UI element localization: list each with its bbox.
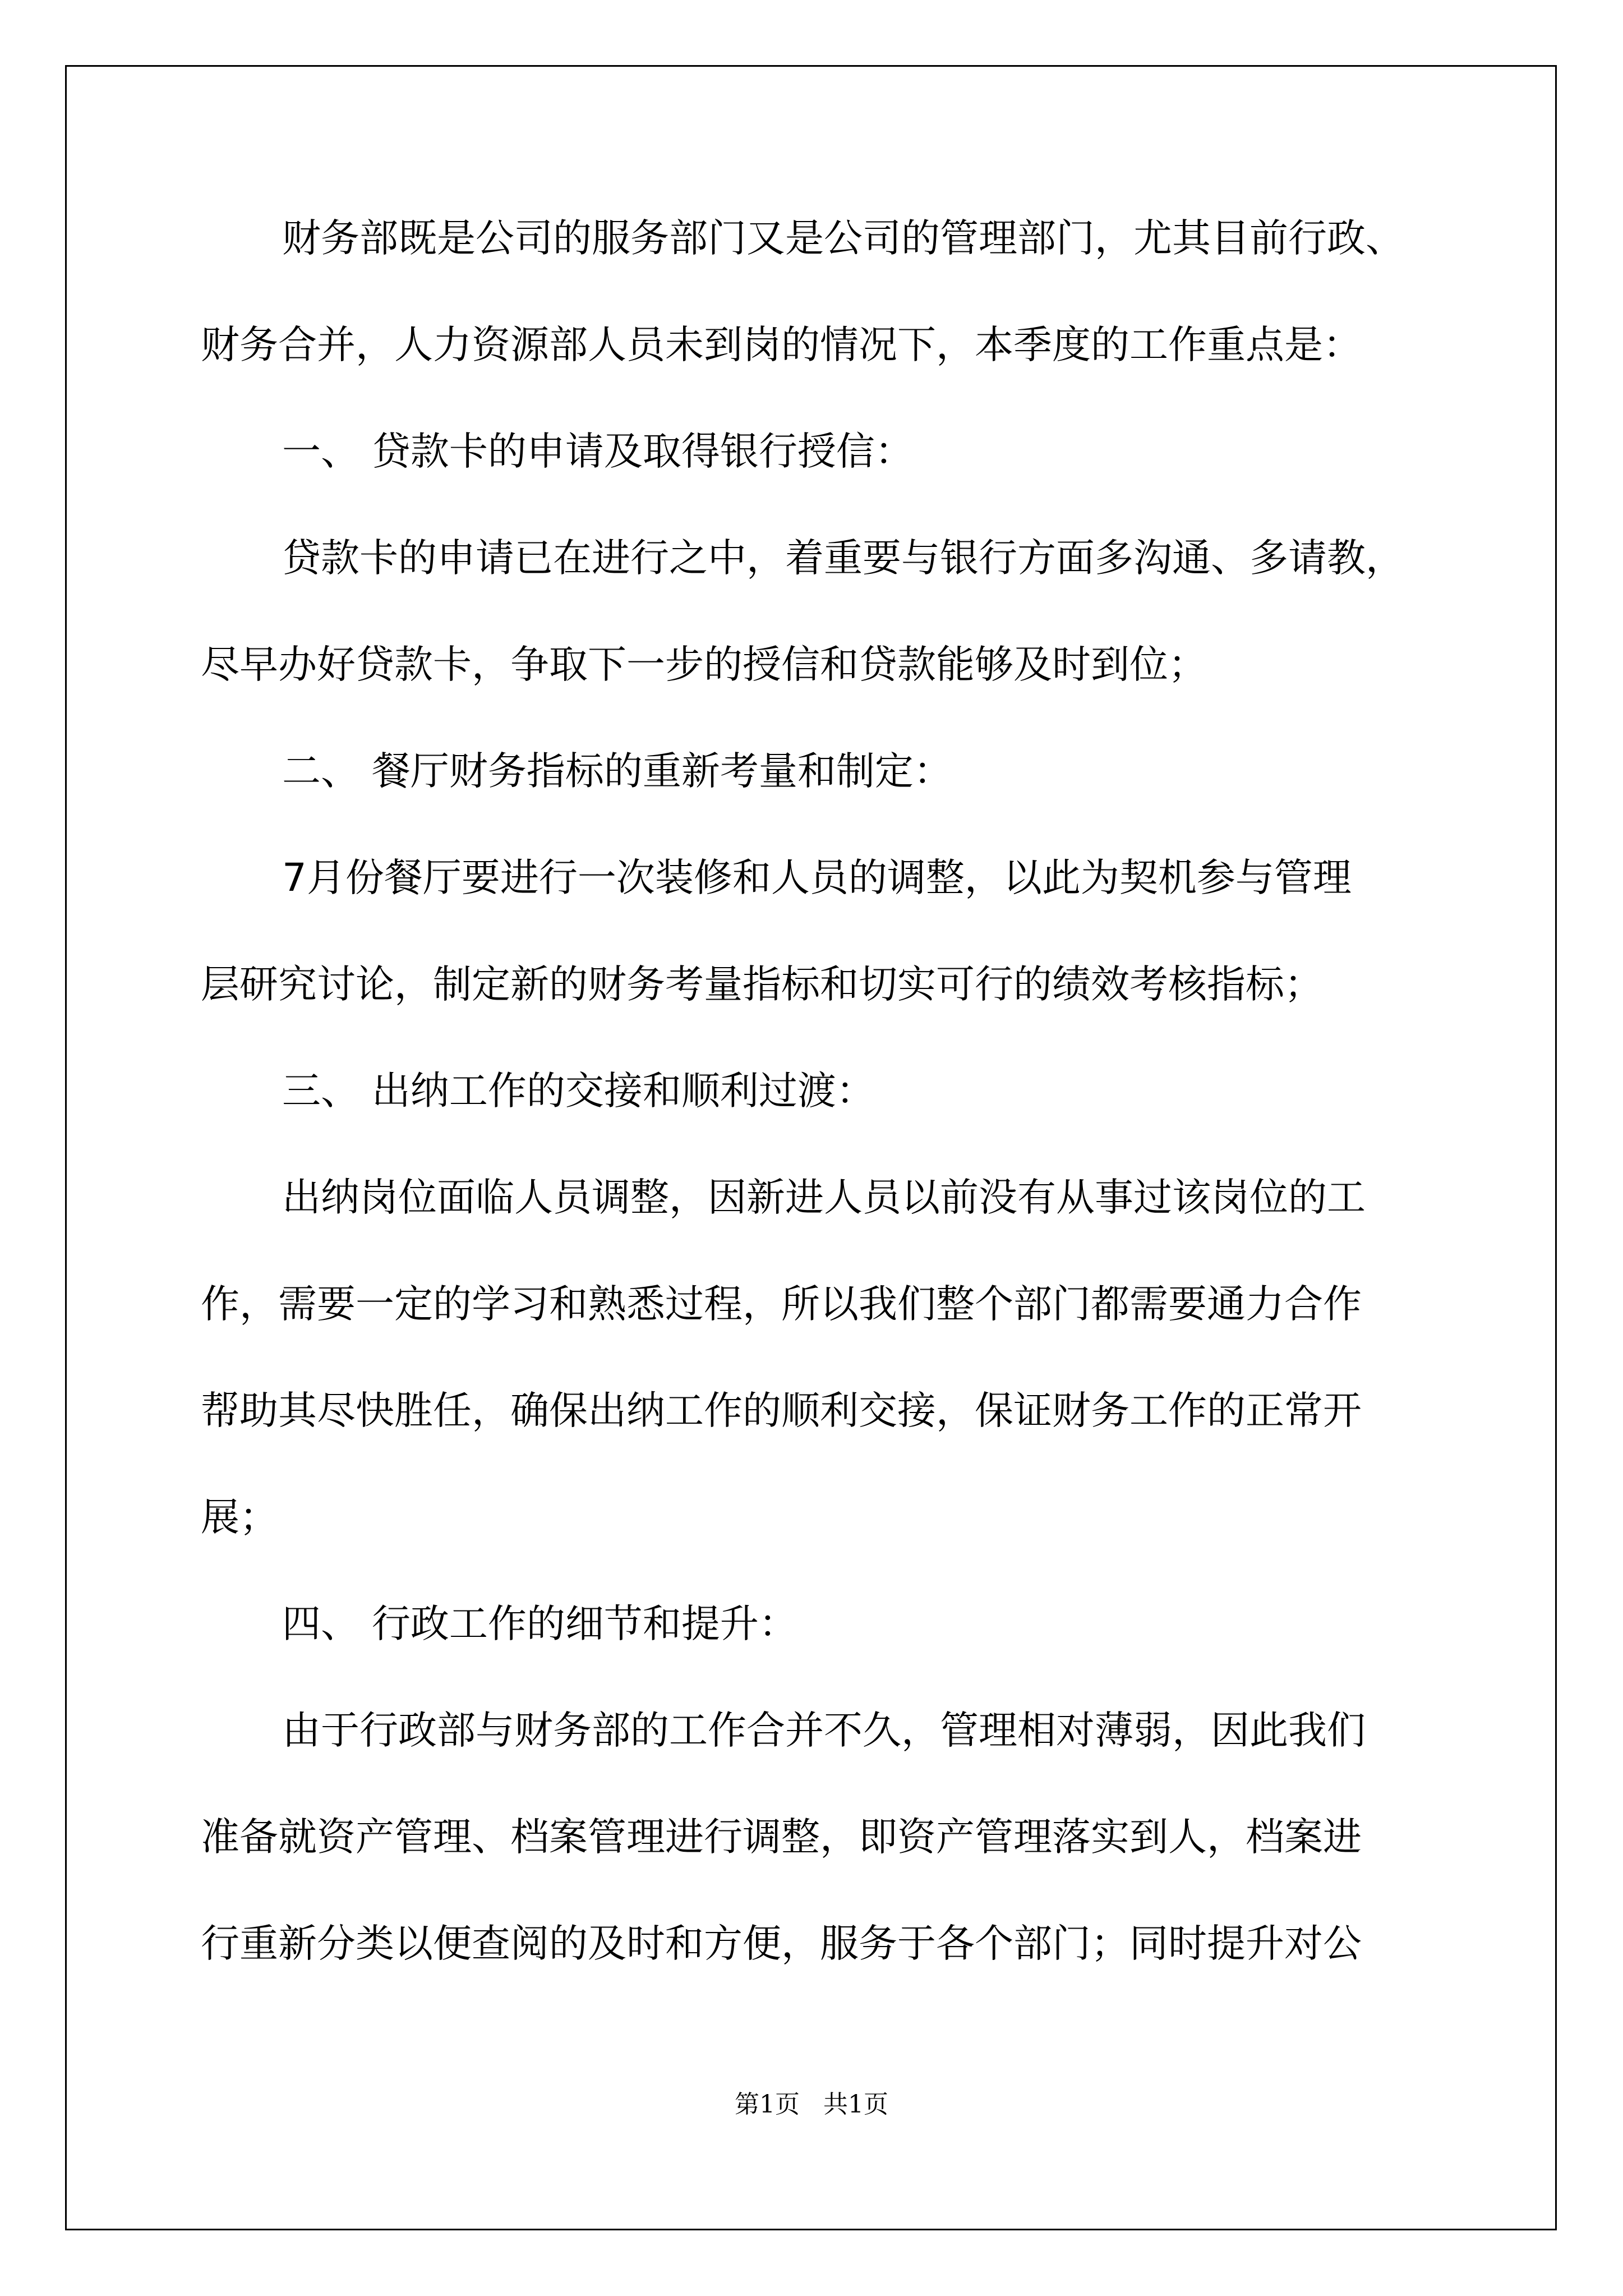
paragraph-line: 准备就资产管理、档案管理进行调整，即资产管理落实到人，档案进	[201, 1815, 1362, 1860]
section-heading-4: 四、 行政工作的细节和提升：	[282, 1602, 797, 1646]
paragraph-line: 贷款卡的申请已在进行之中，着重要与银行方面多沟通、多请教，	[282, 536, 1404, 581]
section-heading-2: 二、 餐厅财务指标的重新考量和制定：	[282, 749, 952, 794]
page-border	[65, 65, 1557, 2230]
paragraph-line: 尽早办好贷款卡，争取下一步的授信和贷款能够及时到位；	[201, 642, 1207, 687]
paragraph-line: 行重新分类以便查阅的及时和方便，服务于各个部门；同时提升对公	[201, 1921, 1362, 1966]
paragraph-line: 7月份餐厅要进行一次装修和人员的调整，以此为契机参与管理	[282, 855, 1352, 900]
paragraph-line: 作，需要一定的学习和熟悉过程，所以我们整个部门都需要通力合作	[201, 1282, 1362, 1327]
paragraph-line: 层研究讨论，制定新的财务考量指标和切实可行的绩效考核指标；	[201, 962, 1323, 1007]
section-heading-1: 一、 贷款卡的申请及取得银行授信：	[282, 429, 914, 474]
paragraph-line: 财务部既是公司的服务部门又是公司的管理部门，尤其目前行政、	[282, 216, 1404, 261]
paragraph-line: 财务合并，人力资源部人员未到岗的情况下，本季度的工作重点是：	[201, 323, 1362, 367]
section-heading-3: 三、 出纳工作的交接和顺利过渡：	[282, 1069, 875, 1114]
paragraph-line: 由于行政部与财务部的工作合并不久，管理相对薄弱，因此我们	[282, 1708, 1366, 1753]
paragraph-line: 展；	[201, 1495, 278, 1540]
paragraph-line: 出纳岗位面临人员调整，因新进人员以前没有从事过该岗位的工	[282, 1175, 1366, 1220]
page-number-footer: 第1页 共1页	[735, 2090, 888, 2119]
paragraph-line: 帮助其尽快胜任，确保出纳工作的顺利交接，保证财务工作的正常开	[201, 1388, 1362, 1433]
